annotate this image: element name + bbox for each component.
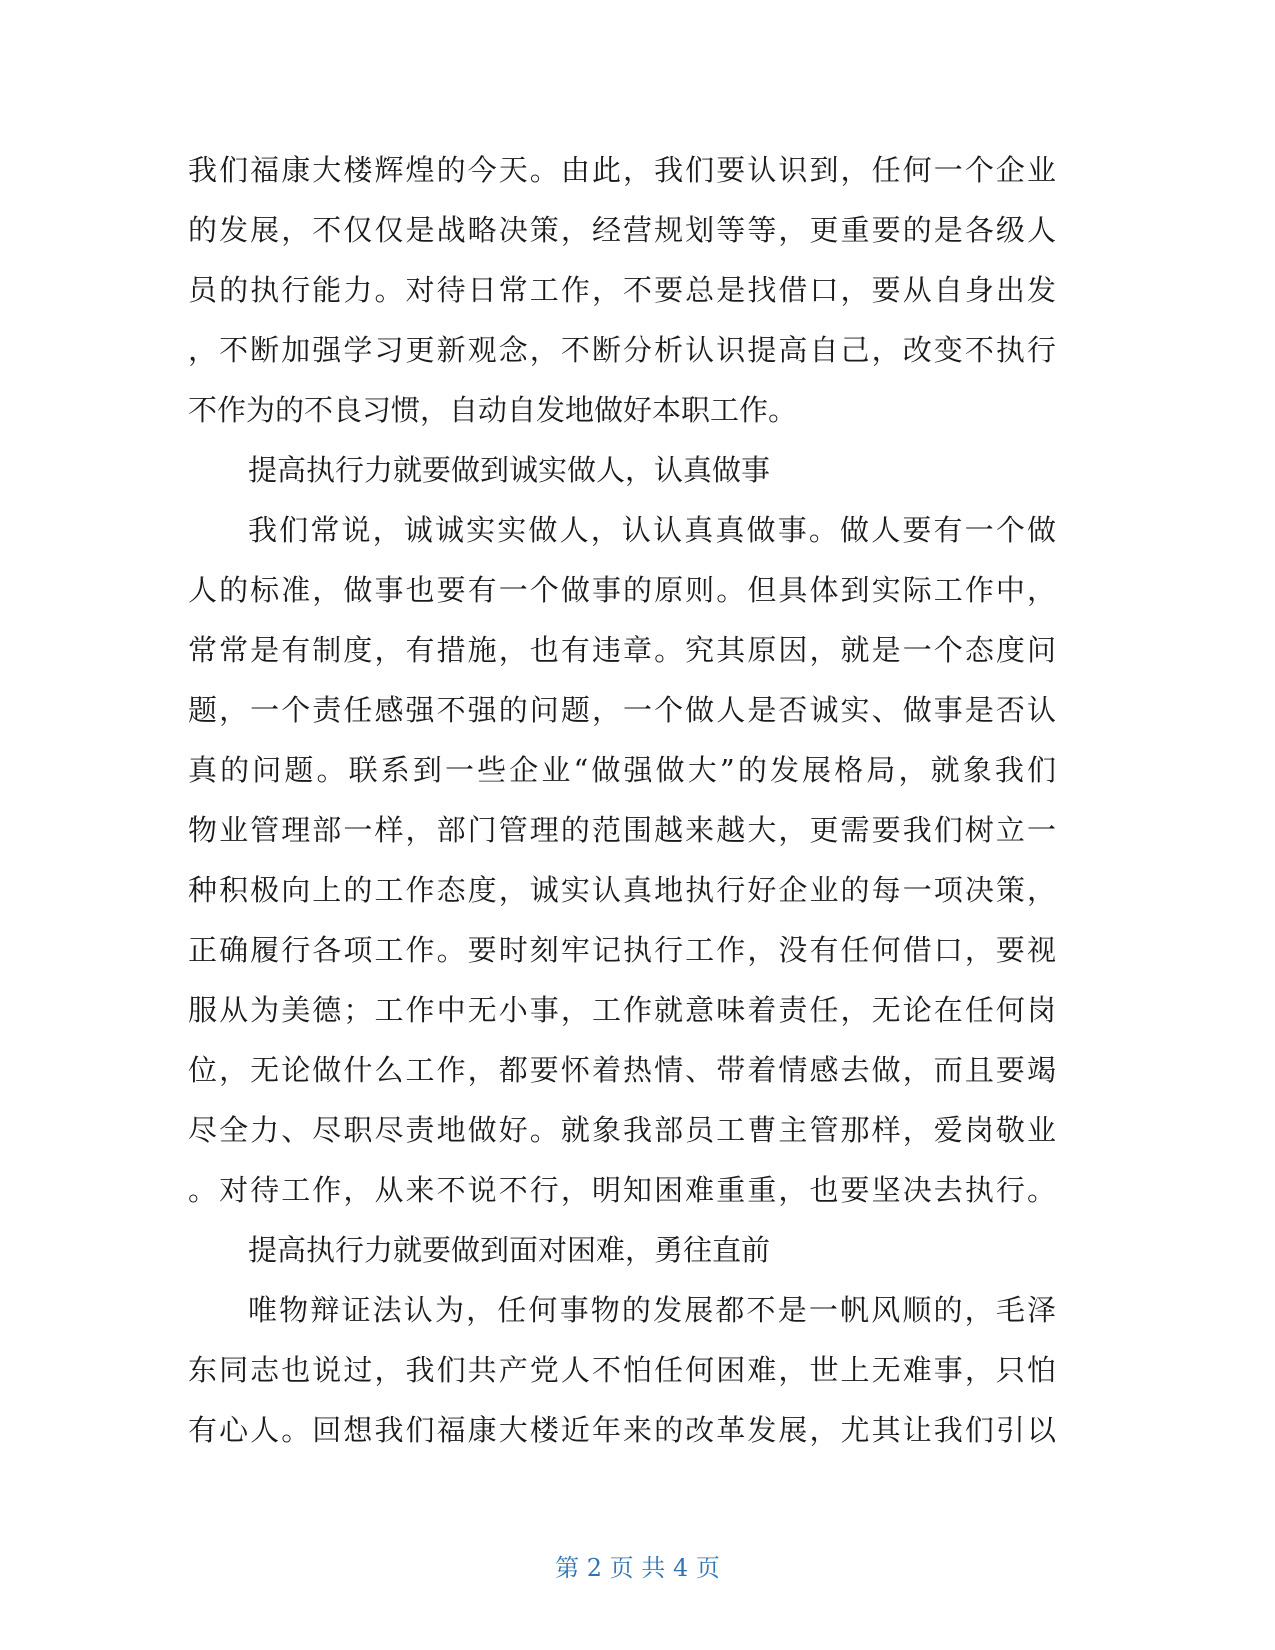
text-line: 题，一个责任感强不强的问题，一个做人是否诚实、做事是否认	[188, 693, 1056, 727]
text-line: 不作为的不良习惯，自动自发地做好本职工作。	[188, 393, 798, 427]
section-heading: 提高执行力就要做到面对困难，勇往直前	[248, 1233, 771, 1267]
text-line: 位，无论做什么工作，都要怀着热情、带着情感去做，而且要竭	[188, 1053, 1056, 1087]
text-line: 物业管理部一样，部门管理的范围越来越大，更需要我们树立一	[188, 813, 1056, 847]
text-line: 东同志也说过，我们共产党人不怕任何困难，世上无难事，只怕	[188, 1353, 1056, 1387]
text-line: 正确履行各项工作。要时刻牢记执行工作，没有任何借口，要视	[188, 933, 1056, 967]
text-line: ，不断加强学习更新观念，不断分析认识提高自己，改变不执行	[188, 333, 1056, 367]
text-line: 真的问题。联系到一些企业“做强做大”的发展格局，就象我们	[188, 753, 1056, 787]
text-line: 人的标准，做事也要有一个做事的原则。但具体到实际工作中，	[188, 573, 1056, 607]
page-number-footer: 第 2 页 共 4 页	[555, 1554, 720, 1582]
text-line: 员的执行能力。对待日常工作，不要总是找借口，要从自身出发	[188, 273, 1056, 307]
section-heading: 提高执行力就要做到诚实做人，认真做事	[248, 453, 771, 487]
text-line: 服从为美德；工作中无小事，工作就意味着责任，无论在任何岗	[188, 993, 1056, 1027]
text-line: 我们常说，诚诚实实做人，认认真真做事。做人要有一个做	[248, 513, 1056, 547]
text-line: 种积极向上的工作态度，诚实认真地执行好企业的每一项决策，	[188, 873, 1056, 907]
text-line: 尽全力、尽职尽责地做好。就象我部员工曹主管那样，爱岗敬业	[188, 1113, 1056, 1147]
text-line: 我们福康大楼辉煌的今天。由此，我们要认识到，任何一个企业	[188, 153, 1056, 187]
body-text	[188, 140, 1056, 1460]
text-line: 常常是有制度，有措施，也有违章。究其原因，就是一个态度问	[188, 633, 1056, 667]
text-line: 。对待工作，从来不说不行，明知困难重重，也要坚决去执行。	[188, 1173, 1056, 1207]
text-line: 唯物辩证法认为，任何事物的发展都不是一帆风顺的，毛泽	[248, 1293, 1056, 1327]
text-line: 的发展，不仅仅是战略决策，经营规划等等，更重要的是各级人	[188, 213, 1056, 247]
text-line: 有心人。回想我们福康大楼近年来的改革发展，尤其让我们引以	[188, 1413, 1056, 1447]
